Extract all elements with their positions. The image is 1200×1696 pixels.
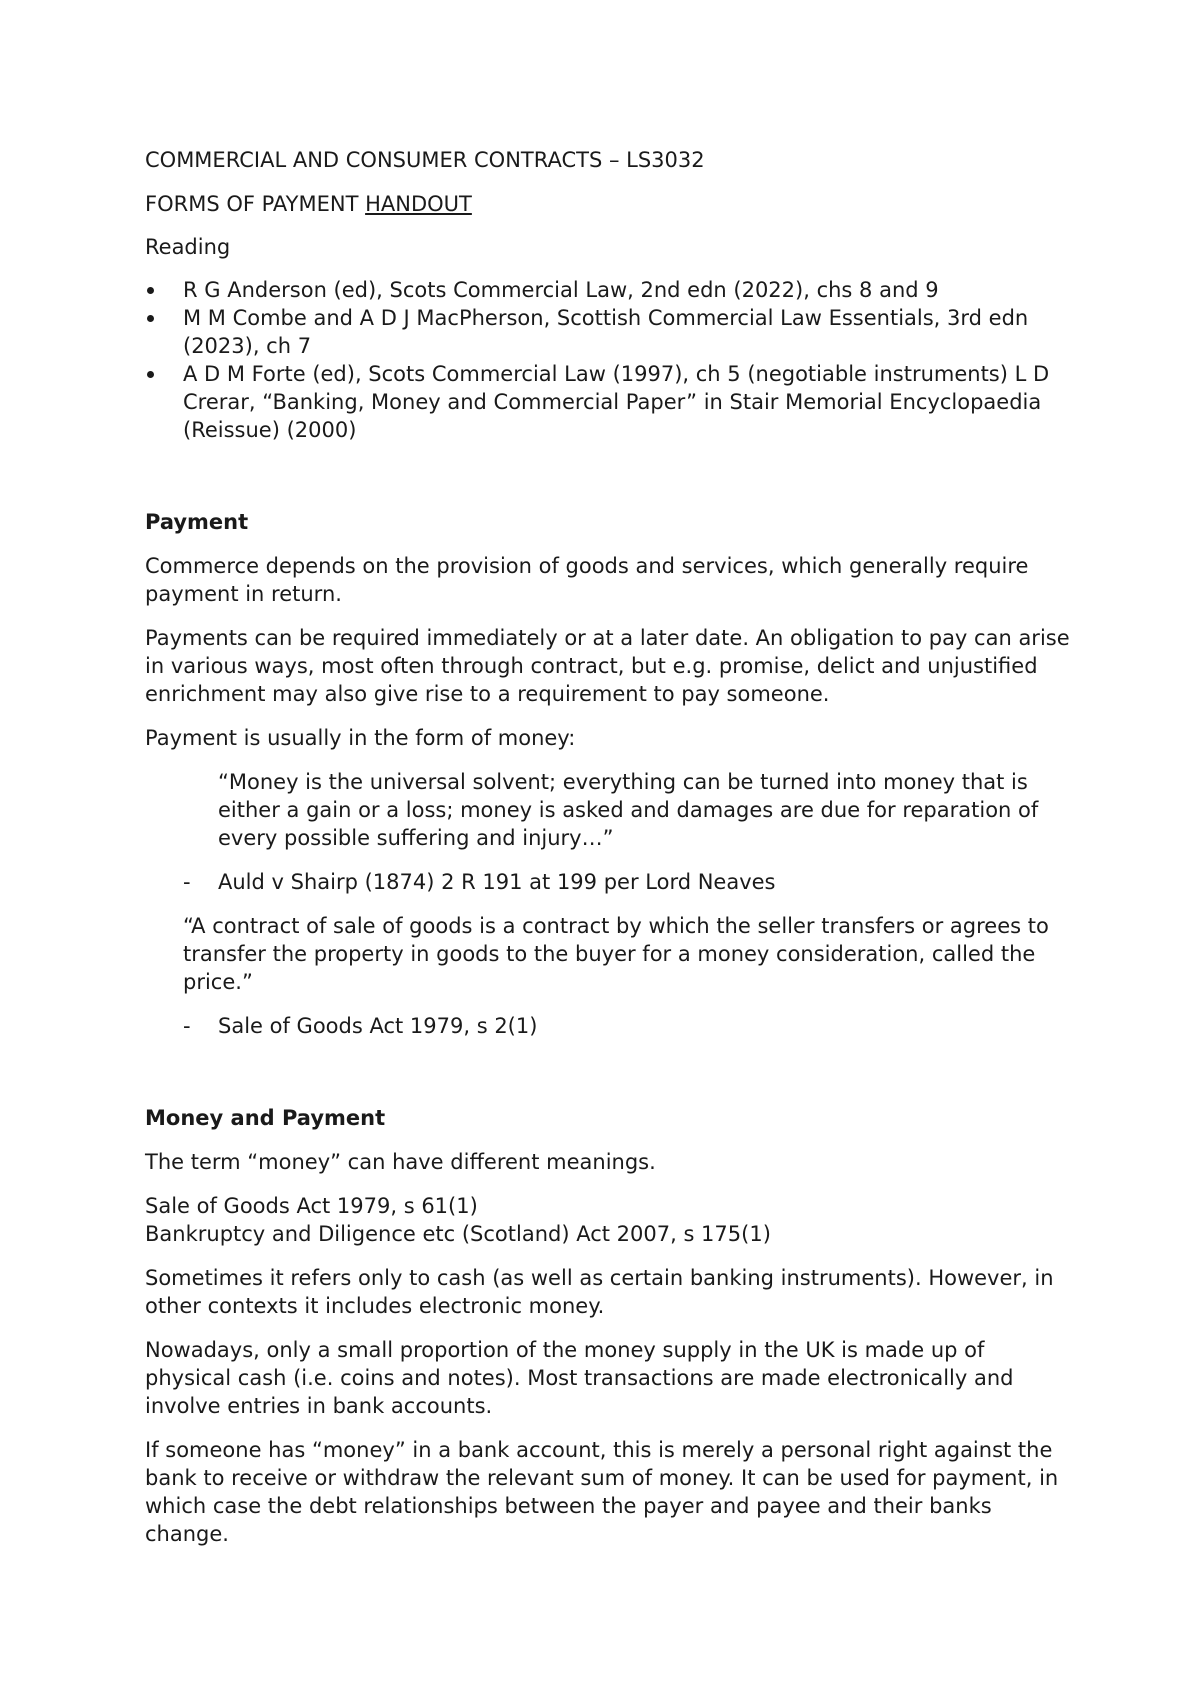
- money-paragraph-4: If someone has “money” in a bank account, this is merely a personal right against the bank to receive or withdraw the relevant sum of money. It can be used for payment, in which case the debt relationships between the payer and payee and their banks change.: [145, 1438, 1059, 1546]
- dash-marker: -: [183, 870, 191, 894]
- bullet-icon: [145, 304, 183, 322]
- quote-attribution-sale-of-goods: [145, 1012, 1075, 1040]
- payment-heading: Payment: [145, 510, 249, 534]
- statute-reference: Sale of Goods Act 1979, s 61(1): [145, 1194, 478, 1218]
- block-quote-sale-of-goods: “A contract of sale of goods is a contract by which the seller transfers or agrees to transfer the property in goods to the buyer for a money consideration, called the price.”: [183, 914, 1049, 994]
- course-title: COMMERCIAL AND CONSUMER CONTRACTS – LS3032: [145, 148, 705, 172]
- attribution-text: Auld v Shairp (1874) 2 R 191 at 199 per Lord Neaves: [218, 870, 776, 894]
- reading-label: Reading: [145, 235, 231, 259]
- payment-paragraph-3: Payment is usually in the form of money:: [145, 726, 576, 750]
- document-page: [145, 146, 1075, 1564]
- reading-list: [145, 276, 1075, 444]
- bullet-icon: [145, 276, 183, 294]
- reading-item-text: A D M Forte (ed), Scots Commercial Law (1997), ch 5 (negotiable instruments) L D Crerar, “Banking, Money and Commercial Paper” in Stair Memorial Encyclopaedia (Reissue) (2000): [183, 362, 1050, 442]
- money-paragraph-2: Sometimes it refers only to cash (as well as certain banking instruments). However, in other contexts it includes electronic money.: [145, 1266, 1054, 1318]
- bullet-icon: [145, 360, 183, 378]
- payment-paragraph-2: Payments can be required immediately or at a later date. An obligation to pay can arise in various ways, most often through contract, but e.g. promise, delict and unjustified enrichment may also give rise to a requirement to pay someone.: [145, 626, 1070, 706]
- block-quote-auld: “Money is the universal solvent; everything can be turned into money that is either a gain or a loss; money is asked and damages are due for reparation of every possible suffering and injury…”: [218, 770, 1039, 850]
- reading-item-text: M M Combe and A D J MacPherson, Scottish Commercial Law Essentials, 3rd edn (2023), ch 7: [183, 306, 1029, 358]
- quote-attribution-auld: [145, 868, 1075, 896]
- statute-reference: Bankruptcy and Diligence etc (Scotland) Act 2007, s 175(1): [145, 1222, 771, 1246]
- reading-item-text: R G Anderson (ed), Scots Commercial Law, 2nd edn (2022), chs 8 and 9: [183, 278, 939, 302]
- reading-item: [145, 304, 1075, 360]
- reading-item: [145, 360, 1075, 444]
- attribution-text: Sale of Goods Act 1979, s 2(1): [218, 1014, 538, 1038]
- money-paragraph-1: The term “money” can have different meanings.: [145, 1150, 656, 1174]
- handout-title-underlined: HANDOUT: [365, 192, 472, 216]
- statute-references: [145, 1192, 1075, 1248]
- money-heading: Money and Payment: [145, 1106, 386, 1130]
- payment-paragraph-1: Commerce depends on the provision of goods and services, which generally require payment in return.: [145, 554, 1029, 606]
- handout-title: [145, 190, 1075, 218]
- handout-title-prefix: FORMS OF PAYMENT: [145, 192, 366, 216]
- reading-item: [145, 276, 1075, 304]
- dash-marker: -: [183, 1014, 191, 1038]
- money-paragraph-3: Nowadays, only a small proportion of the money supply in the UK is made up of physical cash (i.e. coins and notes). Most transactions are made electronically and involve entries in bank accounts.: [145, 1338, 1014, 1418]
